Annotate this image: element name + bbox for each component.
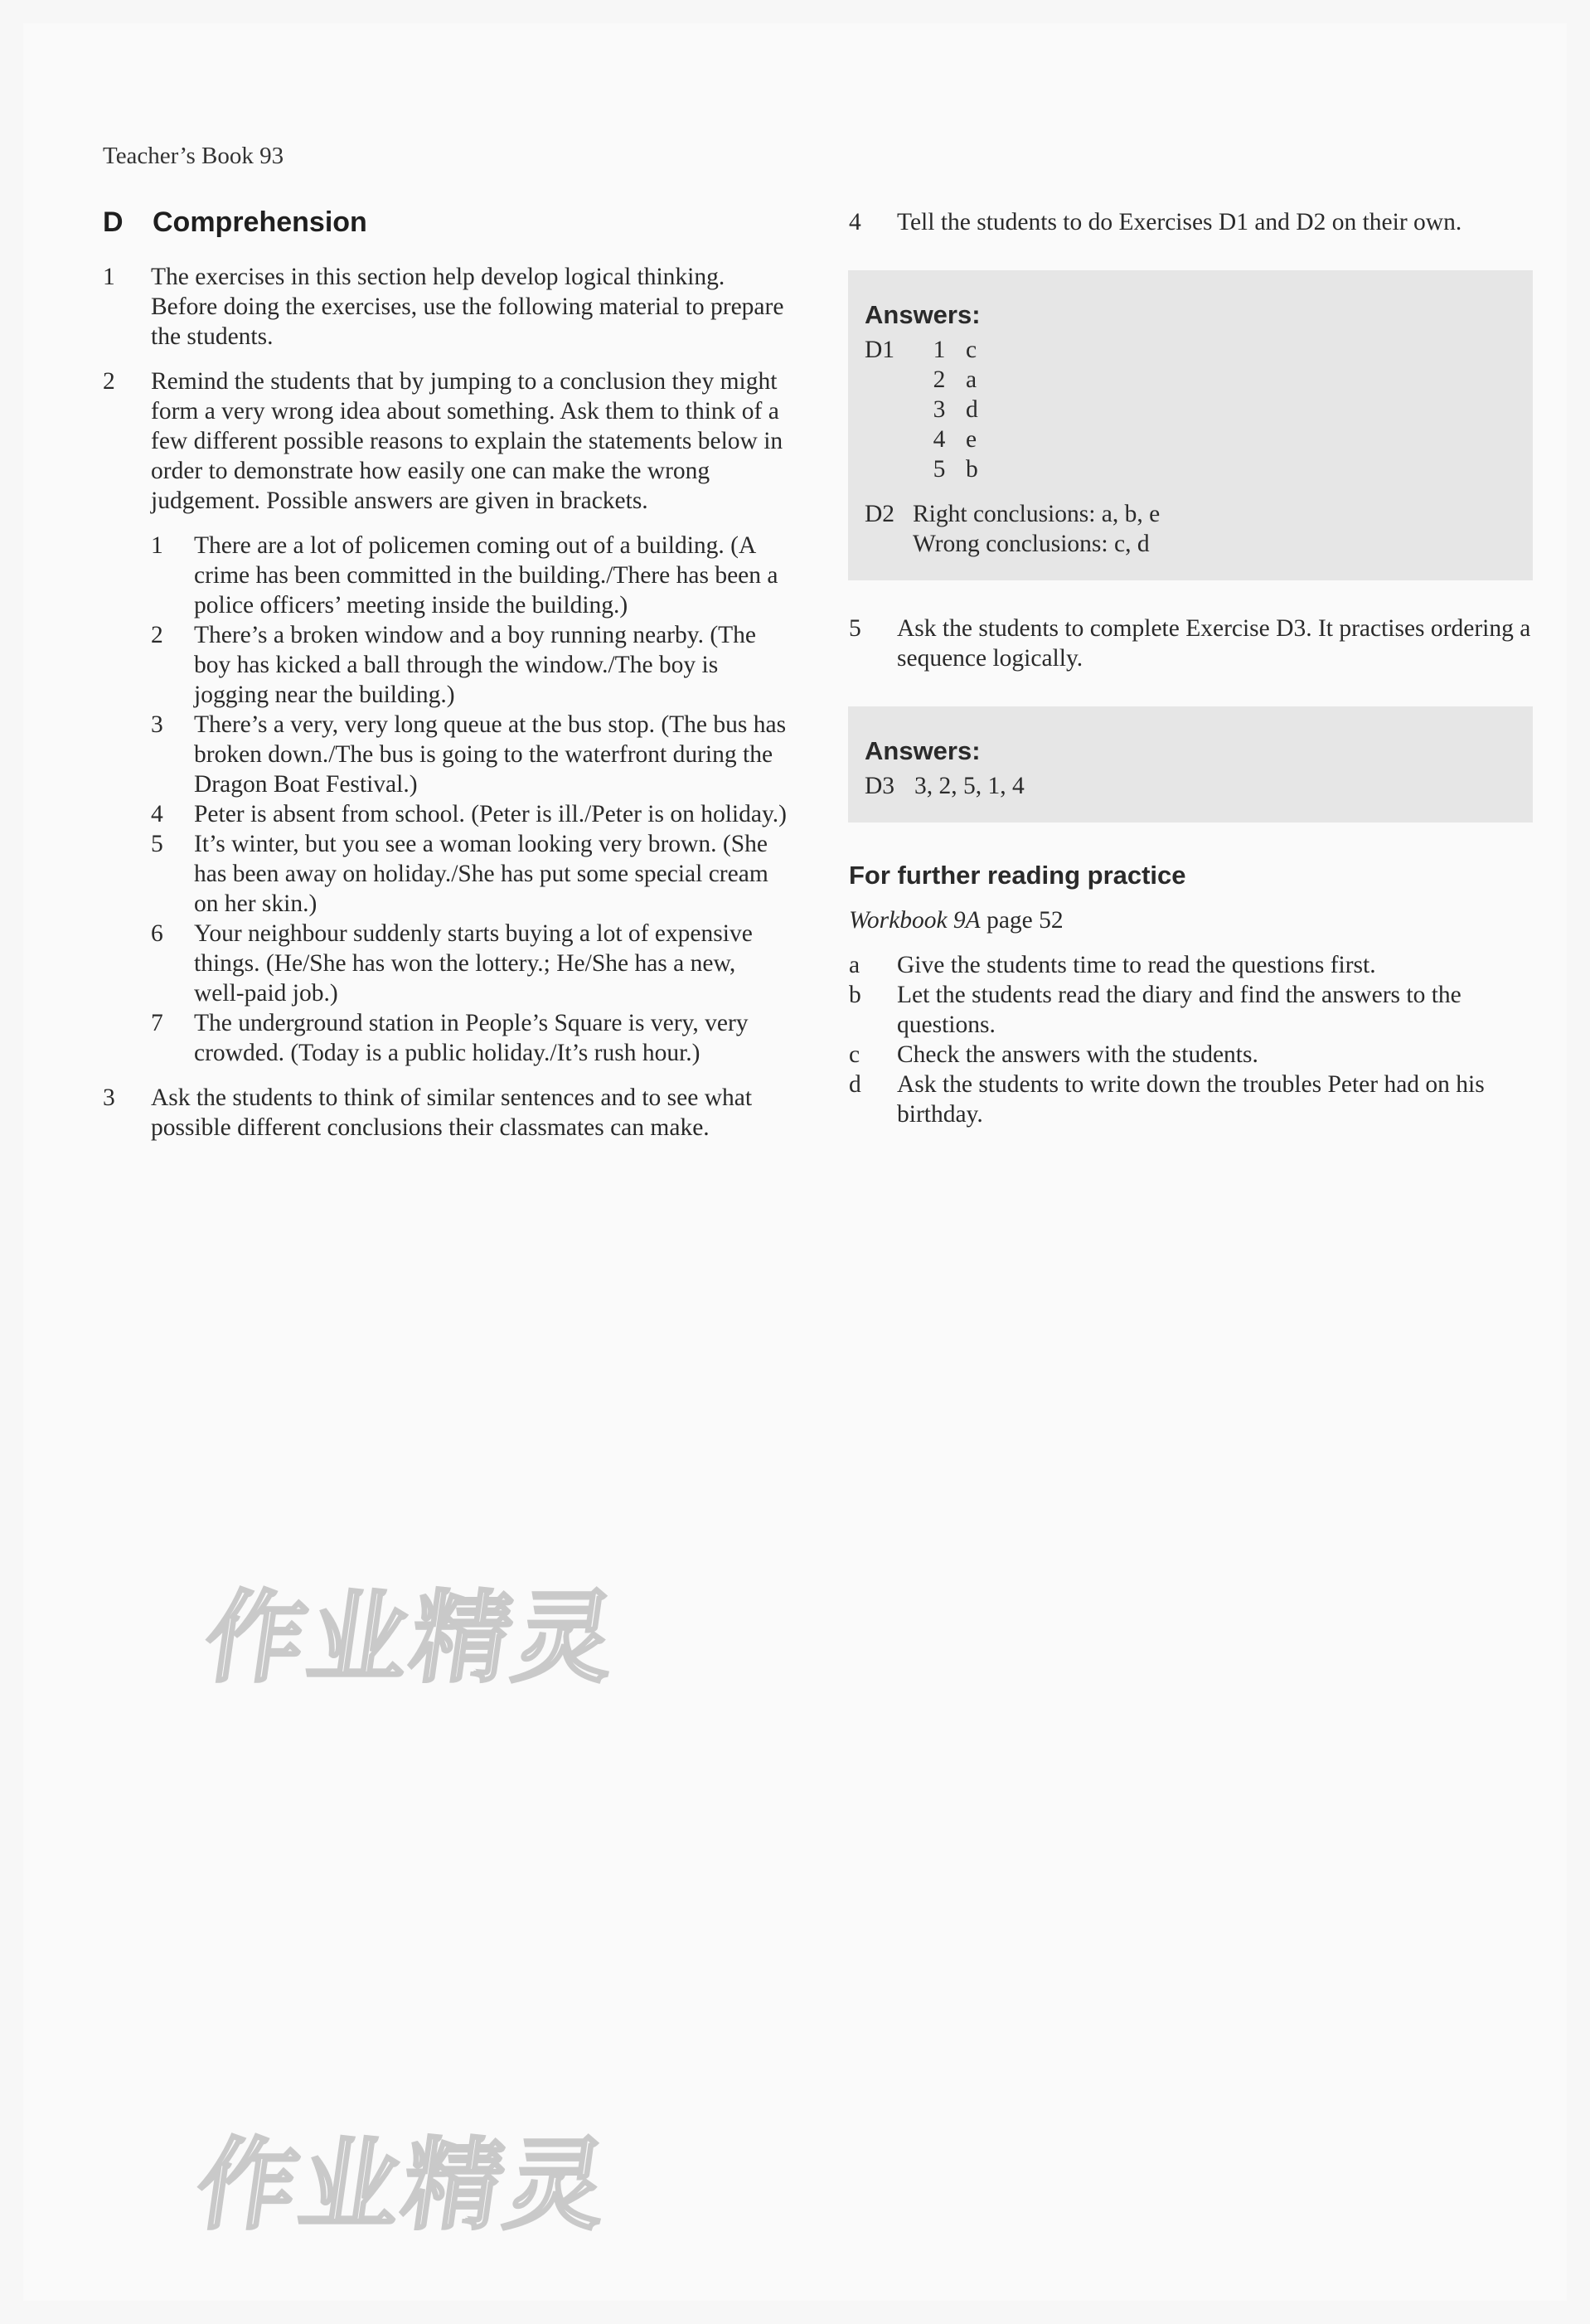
answer-value: d: [966, 396, 978, 423]
list-item: [849, 1040, 1537, 1070]
sub-item: [151, 710, 791, 799]
sub-text: There are a lot of policemen coming out of a building. (A crime has been committed in the building./There has been a police officers’ meeting inside the building.): [194, 532, 778, 619]
sub-item: [151, 1008, 791, 1068]
sub-number: 5: [151, 831, 163, 857]
d2-answers: [865, 499, 1516, 559]
item-letter: d: [849, 1071, 861, 1098]
list-item: [849, 950, 1537, 980]
item-letter: a: [849, 952, 860, 978]
sub-item: [151, 829, 791, 919]
sub-text: The underground station in People’s Square is very, very crowded. (Today is a public holiday./It’s rush hour.): [194, 1010, 749, 1066]
sub-text: It’s winter, but you see a woman looking very brown. (She has been away on holiday./She has put some special cream on her skin.): [194, 831, 768, 917]
item-text: Ask the students to complete Exercise D3. It practises ordering a sequence logically.: [897, 615, 1531, 672]
sub-text: Peter is absent from school. (Peter is ill./Peter is on holiday.): [194, 801, 787, 827]
list-item: [103, 366, 791, 1068]
left-column: [103, 207, 791, 1157]
item-text: Check the answers with the students.: [897, 1041, 1258, 1068]
section-heading: [103, 207, 791, 237]
item-number: 4: [849, 209, 861, 235]
answer-value: b: [966, 456, 978, 483]
right-column: [849, 207, 1537, 1129]
list-item: [849, 980, 1537, 1040]
item-number: 1: [103, 264, 115, 290]
sub-number: 1: [151, 532, 163, 559]
list-item: [103, 1083, 791, 1143]
answer-number: 4: [933, 426, 946, 453]
item-text: Let the students read the diary and find the answers to the questions.: [897, 982, 1462, 1038]
answer-code: D1: [865, 337, 895, 363]
answer-number: 2: [933, 366, 946, 393]
sub-item: [151, 531, 791, 620]
answer-line: 3, 2, 5, 1, 4: [914, 773, 1025, 799]
further-reading-heading: For further reading practice: [849, 861, 1186, 890]
sub-number: 3: [151, 711, 163, 738]
answer-value: a: [966, 366, 977, 393]
sub-number: 2: [151, 622, 163, 648]
answers-label: Answers:: [865, 736, 981, 765]
item-number: 2: [103, 368, 115, 395]
sub-item: [151, 620, 791, 710]
item-number: 3: [103, 1084, 115, 1111]
workbook-title: Workbook 9A: [849, 907, 981, 934]
sub-list: [151, 531, 791, 1068]
sub-text: Your neighbour suddenly starts buying a lot of expensive things. (He/She has won the lottery.; He/She has a new, well-paid job.): [194, 920, 753, 1007]
answers-label: Answers:: [865, 300, 981, 329]
answer-value: c: [966, 337, 977, 363]
sub-text: There’s a very, very long queue at the bus stop. (The bus has broken down./The bus is going to the waterfront during the Dragon Boat Festival.): [194, 711, 787, 798]
list-item: [849, 207, 1537, 237]
answer-number: 3: [933, 396, 946, 423]
item-text: The exercises in this section help develop logical thinking. Before doing the exercises, use the following material to prepare the students.: [151, 264, 784, 350]
section-letter: D: [103, 206, 124, 238]
answer-number: 1: [933, 337, 946, 363]
item-text: Tell the students to do Exercises D1 and D2 on their own.: [897, 209, 1462, 235]
sub-text: There’s a broken window and a boy running nearby. (The boy has kicked a ball through the window./The boy is jogging near the building.): [194, 622, 757, 708]
sub-number: 7: [151, 1010, 163, 1036]
watermark: 作业精灵: [189, 2128, 618, 2244]
list-item: [103, 262, 791, 352]
answers-box-d1-d2: [848, 270, 1533, 580]
answer-code: D2: [865, 501, 895, 527]
list-item: [849, 1070, 1537, 1129]
item-text: Remind the students that by jumping to a conclusion they might form a very wrong idea about something. Ask them to think of a few different possible reasons to explain the statements below in order to demonstrate how easily one can make the wrong judgement. Possible answers are given in brackets.: [151, 368, 783, 514]
answer-number: 5: [933, 456, 946, 483]
watermark: 作业精灵: [197, 1581, 626, 1696]
item-text: Ask the students to write down the troubles Peter had on his birthday.: [897, 1071, 1485, 1128]
item-text: Give the students time to read the questions first.: [897, 952, 1376, 978]
item-text: Ask the students to think of similar sentences and to see what possible different conclusions their classmates can make.: [151, 1084, 753, 1141]
sub-number: 6: [151, 920, 163, 947]
d1-answers: [865, 335, 1516, 484]
answer-line: Wrong conclusions: c, d: [913, 531, 1150, 557]
answer-code: D3: [865, 773, 895, 799]
answer-value: e: [966, 426, 977, 453]
answer-line: Right conclusions: a, b, e: [913, 501, 1161, 527]
answers-box-d3: [848, 706, 1533, 822]
sub-number: 4: [151, 801, 163, 827]
item-number: 5: [849, 615, 861, 642]
list-item: [849, 614, 1537, 673]
sub-item: [151, 919, 791, 1008]
page-header: Teacher’s Book 93: [103, 143, 284, 169]
workbook-page: page 52: [980, 907, 1064, 934]
item-letter: b: [849, 982, 861, 1008]
section-title: Comprehension: [153, 206, 367, 238]
item-letter: c: [849, 1041, 860, 1068]
sub-item: [151, 799, 791, 829]
workbook-reference: [849, 905, 1537, 935]
